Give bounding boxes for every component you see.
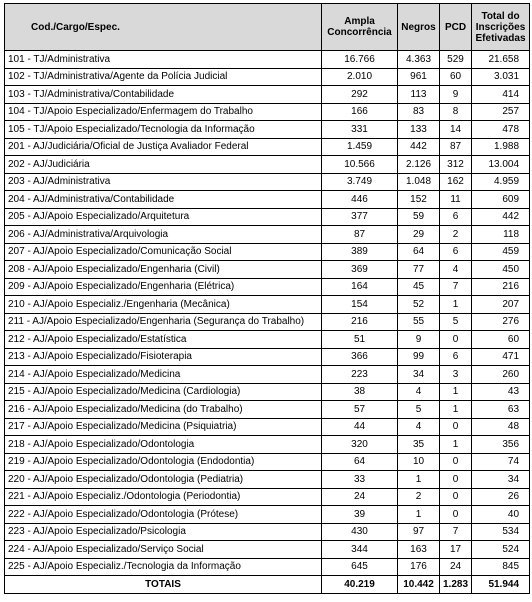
cell-pcd: 0 bbox=[440, 488, 472, 506]
table-row bbox=[5, 191, 530, 209]
cell-total: 63 bbox=[472, 401, 530, 419]
cell-total: 40 bbox=[472, 506, 530, 524]
cell-ampla: 87 bbox=[322, 226, 398, 244]
cell-cargo: 204 - AJ/Administrativa/Contabilidade bbox=[5, 191, 322, 209]
cell-ampla: 320 bbox=[322, 436, 398, 454]
cell-total: 1.988 bbox=[472, 138, 530, 156]
cell-total: 118 bbox=[472, 226, 530, 244]
table-body bbox=[5, 51, 530, 576]
cell-negros: 961 bbox=[398, 68, 440, 86]
cell-cargo: 207 - AJ/Apoio Especializado/Comunicação Social bbox=[5, 243, 322, 261]
table-row bbox=[5, 523, 530, 541]
cell-total: 26 bbox=[472, 488, 530, 506]
cell-negros: 83 bbox=[398, 103, 440, 121]
cell-pcd: 17 bbox=[440, 541, 472, 559]
cell-pcd: 60 bbox=[440, 68, 472, 86]
table-row bbox=[5, 488, 530, 506]
cell-negros: 59 bbox=[398, 208, 440, 226]
cell-ampla: 3.749 bbox=[322, 173, 398, 191]
table-row bbox=[5, 121, 530, 139]
cell-ampla: 16.766 bbox=[322, 51, 398, 69]
cell-negros: 4 bbox=[398, 418, 440, 436]
cell-cargo: 215 - AJ/Apoio Especializado/Medicina (Cardiologia) bbox=[5, 383, 322, 401]
cell-cargo: 103 - TJ/Administrativa/Contabilidade bbox=[5, 86, 322, 104]
cell-cargo: 214 - AJ/Apoio Especializado/Medicina bbox=[5, 366, 322, 384]
header-total: Total do Inscrições Efetivadas bbox=[472, 4, 530, 51]
cell-negros: 133 bbox=[398, 121, 440, 139]
cell-pcd: 6 bbox=[440, 243, 472, 261]
table-row bbox=[5, 366, 530, 384]
cell-cargo: 213 - AJ/Apoio Especializado/Fisioterapia bbox=[5, 348, 322, 366]
table-row bbox=[5, 278, 530, 296]
table-row bbox=[5, 51, 530, 69]
cell-total: 207 bbox=[472, 296, 530, 314]
cell-ampla: 389 bbox=[322, 243, 398, 261]
cell-cargo: 201 - AJ/Judiciária/Oficial de Justiça Avaliador Federal bbox=[5, 138, 322, 156]
cell-cargo: 205 - AJ/Apoio Especializado/Arquitetura bbox=[5, 208, 322, 226]
cell-total: 478 bbox=[472, 121, 530, 139]
cell-ampla: 331 bbox=[322, 121, 398, 139]
table-row bbox=[5, 436, 530, 454]
cell-cargo: 105 - TJ/Apoio Especializado/Tecnologia da Informação bbox=[5, 121, 322, 139]
cell-ampla: 344 bbox=[322, 541, 398, 559]
cell-negros: 29 bbox=[398, 226, 440, 244]
cell-negros: 99 bbox=[398, 348, 440, 366]
cell-pcd: 6 bbox=[440, 348, 472, 366]
cell-total: 74 bbox=[472, 453, 530, 471]
cell-negros: 152 bbox=[398, 191, 440, 209]
cell-negros: 64 bbox=[398, 243, 440, 261]
cell-pcd: 0 bbox=[440, 506, 472, 524]
cell-cargo: 222 - AJ/Apoio Especializado/Odontologia (Prótese) bbox=[5, 506, 322, 524]
cell-total: 34 bbox=[472, 471, 530, 489]
cell-pcd: 14 bbox=[440, 121, 472, 139]
cell-ampla: 10.566 bbox=[322, 156, 398, 174]
table-row bbox=[5, 383, 530, 401]
cell-total: 21.658 bbox=[472, 51, 530, 69]
table-row bbox=[5, 261, 530, 279]
table-row bbox=[5, 156, 530, 174]
cell-ampla: 223 bbox=[322, 366, 398, 384]
cell-ampla: 377 bbox=[322, 208, 398, 226]
header-pcd: PCD bbox=[440, 4, 472, 51]
cell-ampla: 166 bbox=[322, 103, 398, 121]
cell-total: 48 bbox=[472, 418, 530, 436]
cell-pcd: 6 bbox=[440, 208, 472, 226]
cell-total: 845 bbox=[472, 558, 530, 576]
cell-ampla: 51 bbox=[322, 331, 398, 349]
cell-cargo: 220 - AJ/Apoio Especializado/Odontologia (Pediatria) bbox=[5, 471, 322, 489]
cell-ampla: 430 bbox=[322, 523, 398, 541]
cell-total: 13.004 bbox=[472, 156, 530, 174]
cell-pcd: 4 bbox=[440, 261, 472, 279]
cell-ampla: 33 bbox=[322, 471, 398, 489]
cell-ampla: 366 bbox=[322, 348, 398, 366]
cell-ampla: 369 bbox=[322, 261, 398, 279]
cell-pcd: 7 bbox=[440, 523, 472, 541]
cell-total: 414 bbox=[472, 86, 530, 104]
cell-pcd: 87 bbox=[440, 138, 472, 156]
cell-cargo: 225 - AJ/Apoio Especializ./Tecnologia da Informação bbox=[5, 558, 322, 576]
cell-cargo: 203 - AJ/Administrativa bbox=[5, 173, 322, 191]
cell-cargo: 202 - AJ/Judiciária bbox=[5, 156, 322, 174]
cell-cargo: 218 - AJ/Apoio Especializado/Odontologia bbox=[5, 436, 322, 454]
cell-pcd: 0 bbox=[440, 418, 472, 436]
cell-negros: 2 bbox=[398, 488, 440, 506]
cell-total: 450 bbox=[472, 261, 530, 279]
table-row bbox=[5, 348, 530, 366]
totals-total: 51.944 bbox=[472, 576, 530, 594]
table-row bbox=[5, 173, 530, 191]
cell-total: 4.959 bbox=[472, 173, 530, 191]
cell-negros: 176 bbox=[398, 558, 440, 576]
cell-ampla: 292 bbox=[322, 86, 398, 104]
cell-cargo: 102 - TJ/Administrativa/Agente da Polícia Judicial bbox=[5, 68, 322, 86]
totals-row bbox=[5, 576, 530, 594]
header-cargo: Cod./Cargo/Espec. bbox=[5, 4, 322, 51]
cell-negros: 2.126 bbox=[398, 156, 440, 174]
cell-cargo: 217 - AJ/Apoio Especializado/Medicina (Psiquiatria) bbox=[5, 418, 322, 436]
cell-negros: 34 bbox=[398, 366, 440, 384]
header-negros: Negros bbox=[398, 4, 440, 51]
table-row bbox=[5, 401, 530, 419]
cell-pcd: 2 bbox=[440, 226, 472, 244]
cell-negros: 1 bbox=[398, 471, 440, 489]
cell-cargo: 208 - AJ/Apoio Especializado/Engenharia (Civil) bbox=[5, 261, 322, 279]
cell-ampla: 216 bbox=[322, 313, 398, 331]
cell-pcd: 0 bbox=[440, 453, 472, 471]
cell-total: 216 bbox=[472, 278, 530, 296]
cell-total: 3.031 bbox=[472, 68, 530, 86]
cell-pcd: 1 bbox=[440, 296, 472, 314]
table-row bbox=[5, 103, 530, 121]
cell-pcd: 312 bbox=[440, 156, 472, 174]
cell-total: 43 bbox=[472, 383, 530, 401]
cell-pcd: 1 bbox=[440, 436, 472, 454]
table-row bbox=[5, 226, 530, 244]
cell-total: 524 bbox=[472, 541, 530, 559]
cell-total: 459 bbox=[472, 243, 530, 261]
cell-pcd: 162 bbox=[440, 173, 472, 191]
cell-cargo: 219 - AJ/Apoio Especializado/Odontologia (Endodontia) bbox=[5, 453, 322, 471]
cell-pcd: 1 bbox=[440, 401, 472, 419]
cell-negros: 10 bbox=[398, 453, 440, 471]
cell-cargo: 101 - TJ/Administrativa bbox=[5, 51, 322, 69]
cell-cargo: 216 - AJ/Apoio Especializado/Medicina (do Trabalho) bbox=[5, 401, 322, 419]
cell-pcd: 8 bbox=[440, 103, 472, 121]
header-ampla-concorrencia: Ampla Concorrência bbox=[322, 4, 398, 51]
inscricoes-table bbox=[4, 3, 530, 594]
cell-negros: 1.048 bbox=[398, 173, 440, 191]
table-row bbox=[5, 418, 530, 436]
cell-ampla: 64 bbox=[322, 453, 398, 471]
cell-negros: 97 bbox=[398, 523, 440, 541]
cell-pcd: 11 bbox=[440, 191, 472, 209]
cell-negros: 1 bbox=[398, 506, 440, 524]
cell-total: 60 bbox=[472, 331, 530, 349]
cell-cargo: 104 - TJ/Apoio Especializado/Enfermagem do Trabalho bbox=[5, 103, 322, 121]
totals-negros: 10.442 bbox=[398, 576, 440, 594]
cell-negros: 52 bbox=[398, 296, 440, 314]
cell-pcd: 5 bbox=[440, 313, 472, 331]
cell-total: 276 bbox=[472, 313, 530, 331]
table-row bbox=[5, 243, 530, 261]
cell-negros: 113 bbox=[398, 86, 440, 104]
table-row bbox=[5, 138, 530, 156]
cell-pcd: 0 bbox=[440, 471, 472, 489]
cell-cargo: 209 - AJ/Apoio Especializado/Engenharia (Elétrica) bbox=[5, 278, 322, 296]
cell-ampla: 446 bbox=[322, 191, 398, 209]
cell-pcd: 1 bbox=[440, 383, 472, 401]
table-row bbox=[5, 296, 530, 314]
cell-cargo: 206 - AJ/Administrativa/Arquivologia bbox=[5, 226, 322, 244]
cell-negros: 55 bbox=[398, 313, 440, 331]
cell-negros: 163 bbox=[398, 541, 440, 559]
cell-cargo: 212 - AJ/Apoio Especializado/Estatística bbox=[5, 331, 322, 349]
cell-ampla: 39 bbox=[322, 506, 398, 524]
cell-negros: 35 bbox=[398, 436, 440, 454]
cell-total: 260 bbox=[472, 366, 530, 384]
cell-negros: 9 bbox=[398, 331, 440, 349]
cell-cargo: 211 - AJ/Apoio Especializado/Engenharia (Segurança do Trabalho) bbox=[5, 313, 322, 331]
cell-ampla: 164 bbox=[322, 278, 398, 296]
table-row bbox=[5, 541, 530, 559]
cell-ampla: 44 bbox=[322, 418, 398, 436]
cell-total: 609 bbox=[472, 191, 530, 209]
cell-pcd: 24 bbox=[440, 558, 472, 576]
table-row bbox=[5, 558, 530, 576]
cell-pcd: 529 bbox=[440, 51, 472, 69]
cell-cargo: 223 - AJ/Apoio Especializado/Psicologia bbox=[5, 523, 322, 541]
table-row bbox=[5, 471, 530, 489]
cell-ampla: 645 bbox=[322, 558, 398, 576]
cell-total: 471 bbox=[472, 348, 530, 366]
cell-cargo: 224 - AJ/Apoio Especializado/Serviço Social bbox=[5, 541, 322, 559]
cell-negros: 442 bbox=[398, 138, 440, 156]
table-header-row bbox=[5, 4, 530, 51]
totals-label: TOTAIS bbox=[5, 576, 322, 594]
cell-negros: 77 bbox=[398, 261, 440, 279]
inscricoes-table-container bbox=[4, 3, 530, 594]
cell-total: 442 bbox=[472, 208, 530, 226]
table-row bbox=[5, 68, 530, 86]
cell-ampla: 154 bbox=[322, 296, 398, 314]
table-row bbox=[5, 208, 530, 226]
cell-ampla: 38 bbox=[322, 383, 398, 401]
cell-pcd: 3 bbox=[440, 366, 472, 384]
cell-ampla: 24 bbox=[322, 488, 398, 506]
cell-ampla: 57 bbox=[322, 401, 398, 419]
table-row bbox=[5, 453, 530, 471]
cell-ampla: 2.010 bbox=[322, 68, 398, 86]
table-row bbox=[5, 331, 530, 349]
cell-pcd: 9 bbox=[440, 86, 472, 104]
totals-ampla: 40.219 bbox=[322, 576, 398, 594]
cell-total: 534 bbox=[472, 523, 530, 541]
cell-total: 356 bbox=[472, 436, 530, 454]
cell-negros: 4 bbox=[398, 383, 440, 401]
cell-negros: 5 bbox=[398, 401, 440, 419]
cell-pcd: 0 bbox=[440, 331, 472, 349]
cell-negros: 45 bbox=[398, 278, 440, 296]
cell-pcd: 7 bbox=[440, 278, 472, 296]
cell-negros: 4.363 bbox=[398, 51, 440, 69]
cell-cargo: 221 - AJ/Apoio Especializ./Odontologia (Periodontia) bbox=[5, 488, 322, 506]
totals-pcd: 1.283 bbox=[440, 576, 472, 594]
table-row bbox=[5, 86, 530, 104]
table-row bbox=[5, 506, 530, 524]
cell-ampla: 1.459 bbox=[322, 138, 398, 156]
cell-total: 257 bbox=[472, 103, 530, 121]
table-row bbox=[5, 313, 530, 331]
cell-cargo: 210 - AJ/Apoio Especializ./Engenharia (Mecânica) bbox=[5, 296, 322, 314]
